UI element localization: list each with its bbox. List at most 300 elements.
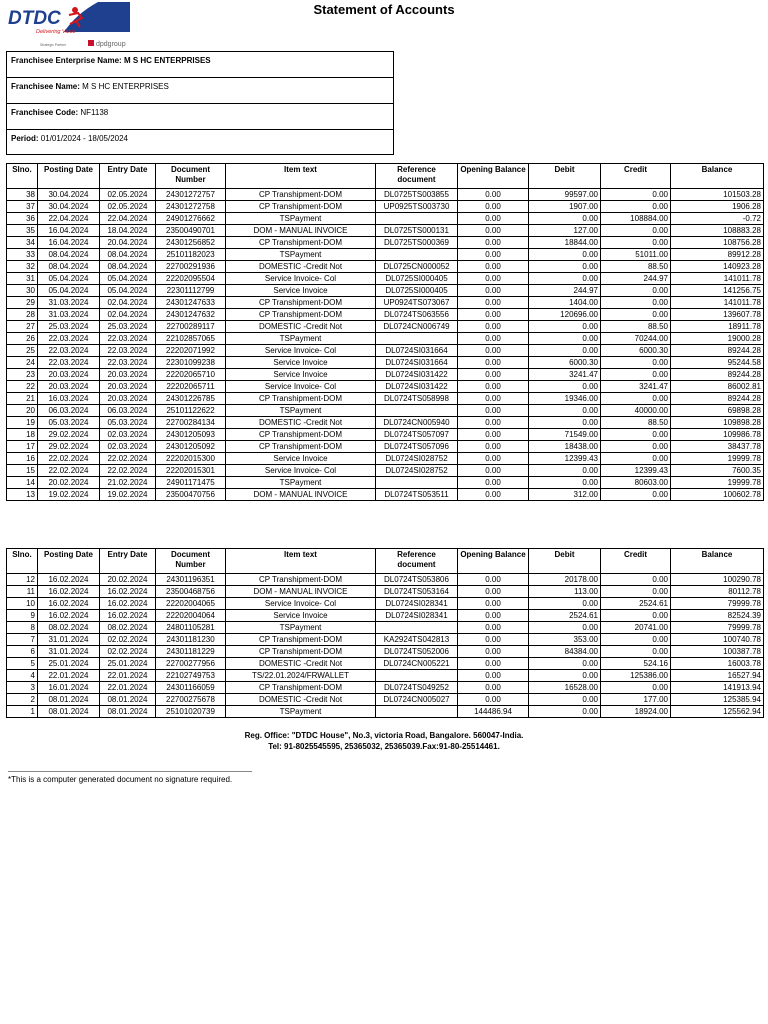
header-credit: Credit	[601, 164, 671, 189]
table-row	[7, 309, 764, 321]
footnote: *This is a computer generated document no signature required.	[8, 775, 233, 784]
cell-opening-balance: 0.00	[458, 453, 529, 465]
cell-opening-balance: 0.00	[458, 261, 529, 273]
cell-balance: 80112.78	[671, 586, 764, 598]
header-entry-date: Entry Date	[100, 549, 156, 574]
cell-credit: 0.00	[601, 297, 671, 309]
cell-opening-balance: 0.00	[458, 646, 529, 658]
cell-balance: 7600.35	[671, 465, 764, 477]
header-slno: Slno.	[7, 164, 38, 189]
table-row	[7, 694, 764, 706]
franchisee-info-box	[6, 51, 394, 155]
cell-posting-date: 08.02.2024	[38, 622, 100, 634]
cell-opening-balance: 0.00	[458, 297, 529, 309]
cell-document-number: 22301099238	[156, 357, 226, 369]
header-balance: Balance	[671, 549, 764, 574]
cell-balance: 86002.81	[671, 381, 764, 393]
cell-slno: 4	[7, 670, 38, 682]
cell-slno: 24	[7, 357, 38, 369]
cell-slno: 16	[7, 453, 38, 465]
cell-debit: 353.00	[529, 634, 601, 646]
cell-reference-document: DL0724TS053511	[376, 489, 458, 501]
cell-slno: 28	[7, 309, 38, 321]
cell-entry-date: 05.03.2024	[100, 417, 156, 429]
cell-item-text: CP Transhipment-DOM	[226, 441, 376, 453]
franchisee-code-row	[7, 104, 393, 130]
cell-opening-balance: 0.00	[458, 201, 529, 213]
cell-document-number: 22301112799	[156, 285, 226, 297]
cell-opening-balance: 0.00	[458, 309, 529, 321]
cell-slno: 17	[7, 441, 38, 453]
cell-credit: 0.00	[601, 357, 671, 369]
cell-balance: 101503.28	[671, 189, 764, 201]
cell-entry-date: 22.02.2024	[100, 465, 156, 477]
cell-debit: 0.00	[529, 670, 601, 682]
cell-balance: 141011.78	[671, 297, 764, 309]
cell-entry-date: 02.03.2024	[100, 441, 156, 453]
cell-opening-balance: 0.00	[458, 345, 529, 357]
reg-office-text: Reg. Office: "DTDC House", No.3, victoria Road, Bangalore. 560047-India.	[244, 731, 524, 740]
table-row	[7, 357, 764, 369]
cell-posting-date: 08.01.2024	[38, 694, 100, 706]
cell-balance: -0.72	[671, 213, 764, 225]
cell-slno: 27	[7, 321, 38, 333]
cell-balance: 125385.94	[671, 694, 764, 706]
cell-posting-date: 20.02.2024	[38, 477, 100, 489]
cell-credit: 20741.00	[601, 622, 671, 634]
table-row	[7, 610, 764, 622]
cell-entry-date: 02.05.2024	[100, 189, 156, 201]
cell-entry-date: 02.04.2024	[100, 309, 156, 321]
cell-slno: 33	[7, 249, 38, 261]
cell-document-number: 24301256852	[156, 237, 226, 249]
cell-reference-document	[376, 249, 458, 261]
cell-debit: 0.00	[529, 477, 601, 489]
table-row	[7, 429, 764, 441]
cell-document-number: 22202095504	[156, 273, 226, 285]
cell-reference-document: DL0725CN000052	[376, 261, 458, 273]
cell-balance: 89244.28	[671, 345, 764, 357]
cell-debit: 244.97	[529, 285, 601, 297]
cell-document-number: 24301196351	[156, 574, 226, 586]
cell-item-text: DOMESTIC -Credit Not	[226, 658, 376, 670]
cell-document-number: 22700291936	[156, 261, 226, 273]
cell-entry-date: 25.01.2024	[100, 658, 156, 670]
cell-slno: 34	[7, 237, 38, 249]
table-body	[7, 574, 764, 718]
cell-debit: 127.00	[529, 225, 601, 237]
cell-slno: 13	[7, 489, 38, 501]
cell-entry-date: 06.03.2024	[100, 405, 156, 417]
cell-item-text: CP Transhipment-DOM	[226, 297, 376, 309]
cell-posting-date: 22.04.2024	[38, 213, 100, 225]
cell-reference-document: DL0724TS053164	[376, 586, 458, 598]
cell-slno: 6	[7, 646, 38, 658]
cell-entry-date: 22.04.2024	[100, 213, 156, 225]
cell-item-text: Service Invoice	[226, 610, 376, 622]
cell-posting-date: 05.04.2024	[38, 285, 100, 297]
cell-slno: 35	[7, 225, 38, 237]
cell-debit: 16528.00	[529, 682, 601, 694]
cell-debit: 84384.00	[529, 646, 601, 658]
table-row	[7, 189, 764, 201]
table-row	[7, 441, 764, 453]
contact-text: Tel: 91-8025545595, 25365032, 25365039.Fax:91-80-25514461.	[268, 742, 500, 751]
cell-balance: 141256.75	[671, 285, 764, 297]
header-opening-balance: Opening Balance	[458, 164, 529, 189]
cell-credit: 0.00	[601, 646, 671, 658]
cell-opening-balance: 0.00	[458, 634, 529, 646]
cell-reference-document: DL0724SI031422	[376, 369, 458, 381]
cell-slno: 37	[7, 201, 38, 213]
logo-brand: DTDC	[8, 8, 61, 29]
cell-credit: 40000.00	[601, 405, 671, 417]
cell-posting-date: 20.03.2024	[38, 381, 100, 393]
cell-slno: 8	[7, 622, 38, 634]
cell-debit: 0.00	[529, 345, 601, 357]
cell-item-text: Service Invoice- Col	[226, 273, 376, 285]
header-reference-document: Reference document	[376, 164, 458, 189]
cell-slno: 29	[7, 297, 38, 309]
cell-debit: 0.00	[529, 465, 601, 477]
statement-table-2	[6, 548, 764, 718]
cell-entry-date: 08.02.2024	[100, 622, 156, 634]
header-debit: Debit	[529, 164, 601, 189]
cell-debit: 0.00	[529, 694, 601, 706]
cell-document-number: 22202004064	[156, 610, 226, 622]
cell-posting-date: 29.02.2024	[38, 429, 100, 441]
period-label: Period:	[11, 134, 39, 143]
cell-reference-document	[376, 670, 458, 682]
table-row	[7, 237, 764, 249]
cell-item-text: CP Transhipment-DOM	[226, 237, 376, 249]
cell-credit: 524.16	[601, 658, 671, 670]
cell-reference-document: DL0724SI028341	[376, 610, 458, 622]
cell-slno: 10	[7, 598, 38, 610]
cell-posting-date: 16.02.2024	[38, 574, 100, 586]
cell-reference-document	[376, 405, 458, 417]
header-balance: Balance	[671, 164, 764, 189]
cell-item-text: CP Transhipment-DOM	[226, 646, 376, 658]
cell-debit: 0.00	[529, 381, 601, 393]
cell-balance: 19999.78	[671, 453, 764, 465]
cell-opening-balance: 0.00	[458, 393, 529, 405]
dpd-cube-icon	[88, 40, 94, 46]
table-row	[7, 598, 764, 610]
cell-credit: 3241.47	[601, 381, 671, 393]
cell-item-text: DOMESTIC -Credit Not	[226, 417, 376, 429]
table-row	[7, 682, 764, 694]
cell-credit: 88.50	[601, 321, 671, 333]
cell-balance: 89244.28	[671, 393, 764, 405]
cell-balance: 140923.28	[671, 261, 764, 273]
cell-debit: 0.00	[529, 249, 601, 261]
cell-item-text: TSPayment	[226, 249, 376, 261]
cell-debit: 0.00	[529, 321, 601, 333]
cell-credit: 125386.00	[601, 670, 671, 682]
cell-posting-date: 08.04.2024	[38, 261, 100, 273]
cell-reference-document: DL0724CN005940	[376, 417, 458, 429]
header-opening-balance: Opening Balance	[458, 549, 529, 574]
cell-entry-date: 02.03.2024	[100, 429, 156, 441]
table-row	[7, 393, 764, 405]
cell-posting-date: 31.01.2024	[38, 646, 100, 658]
cell-slno: 36	[7, 213, 38, 225]
cell-item-text: TS/22.01.2024/FRWALLET	[226, 670, 376, 682]
cell-entry-date: 08.04.2024	[100, 261, 156, 273]
cell-debit: 1404.00	[529, 297, 601, 309]
cell-balance: 79999.78	[671, 598, 764, 610]
cell-balance: 100387.78	[671, 646, 764, 658]
cell-slno: 31	[7, 273, 38, 285]
franchisee-name-label: Franchisee Name:	[11, 82, 80, 91]
cell-posting-date: 05.04.2024	[38, 273, 100, 285]
cell-reference-document: DL0724SI028752	[376, 453, 458, 465]
cell-credit: 88.50	[601, 261, 671, 273]
cell-reference-document: KA2924TS042813	[376, 634, 458, 646]
cell-entry-date: 16.02.2024	[100, 610, 156, 622]
cell-entry-date: 08.01.2024	[100, 694, 156, 706]
cell-slno: 20	[7, 405, 38, 417]
cell-entry-date: 20.02.2024	[100, 574, 156, 586]
cell-entry-date: 21.02.2024	[100, 477, 156, 489]
cell-posting-date: 16.02.2024	[38, 610, 100, 622]
table-row	[7, 213, 764, 225]
enterprise-name-value: M S HC ENTERPRISES	[123, 56, 211, 65]
cell-document-number: 24301205093	[156, 429, 226, 441]
table-row	[7, 201, 764, 213]
cell-posting-date: 25.03.2024	[38, 321, 100, 333]
cell-credit: 6000.30	[601, 345, 671, 357]
cell-debit: 0.00	[529, 658, 601, 670]
cell-posting-date: 31.03.2024	[38, 297, 100, 309]
cell-credit: 12399.43	[601, 465, 671, 477]
cell-opening-balance: 144486.94	[458, 706, 529, 718]
cell-opening-balance: 0.00	[458, 477, 529, 489]
cell-posting-date: 25.01.2024	[38, 658, 100, 670]
cell-debit: 0.00	[529, 598, 601, 610]
franchisee-code-value: NF1138	[80, 108, 109, 117]
cell-document-number: 22202004065	[156, 598, 226, 610]
cell-credit: 88.50	[601, 417, 671, 429]
cell-debit: 120696.00	[529, 309, 601, 321]
cell-debit: 19346.00	[529, 393, 601, 405]
franchisee-name-row	[7, 78, 393, 104]
cell-entry-date: 22.01.2024	[100, 682, 156, 694]
cell-slno: 5	[7, 658, 38, 670]
cell-opening-balance: 0.00	[458, 598, 529, 610]
cell-credit: 18924.00	[601, 706, 671, 718]
cell-balance: 18911.78	[671, 321, 764, 333]
cell-document-number: 25101182023	[156, 249, 226, 261]
cell-debit: 71549.00	[529, 429, 601, 441]
cell-entry-date: 22.03.2024	[100, 345, 156, 357]
cell-reference-document	[376, 213, 458, 225]
cell-slno: 1	[7, 706, 38, 718]
cell-item-text: DOM - MANUAL INVOICE	[226, 489, 376, 501]
logo-tagline: Delivering Value	[36, 29, 76, 35]
cell-balance: 125562.94	[671, 706, 764, 718]
cell-entry-date: 20.03.2024	[100, 393, 156, 405]
cell-balance: 109898.28	[671, 417, 764, 429]
cell-debit: 6000.30	[529, 357, 601, 369]
cell-posting-date: 08.01.2024	[38, 706, 100, 718]
cell-entry-date: 22.03.2024	[100, 357, 156, 369]
cell-posting-date: 16.03.2024	[38, 393, 100, 405]
table-header-row	[7, 549, 764, 574]
cell-entry-date: 08.01.2024	[100, 706, 156, 718]
cell-balance: 100290.78	[671, 574, 764, 586]
table-row	[7, 706, 764, 718]
cell-opening-balance: 0.00	[458, 429, 529, 441]
cell-reference-document: DL0724TS057097	[376, 429, 458, 441]
cell-credit: 0.00	[601, 574, 671, 586]
cell-posting-date: 22.03.2024	[38, 333, 100, 345]
cell-item-text: DOMESTIC -Credit Not	[226, 694, 376, 706]
cell-entry-date: 02.05.2024	[100, 201, 156, 213]
cell-debit: 3241.47	[529, 369, 601, 381]
cell-posting-date: 19.02.2024	[38, 489, 100, 501]
cell-reference-document: DL0724SI031422	[376, 381, 458, 393]
cell-opening-balance: 0.00	[458, 405, 529, 417]
period-row	[7, 130, 393, 156]
table-row	[7, 261, 764, 273]
cell-reference-document: DL0724SI028752	[376, 465, 458, 477]
cell-document-number: 24301247633	[156, 297, 226, 309]
cell-balance: 89912.28	[671, 249, 764, 261]
header-item-text: Item text	[226, 164, 376, 189]
cell-balance: 19999.78	[671, 477, 764, 489]
cell-item-text: TSPayment	[226, 622, 376, 634]
cell-posting-date: 05.03.2024	[38, 417, 100, 429]
cell-posting-date: 29.02.2024	[38, 441, 100, 453]
cell-item-text: Service Invoice- Col	[226, 598, 376, 610]
table-header-row	[7, 164, 764, 189]
cell-document-number: 24301181230	[156, 634, 226, 646]
cell-opening-balance: 0.00	[458, 586, 529, 598]
cell-posting-date: 20.03.2024	[38, 369, 100, 381]
cell-debit: 0.00	[529, 622, 601, 634]
cell-reference-document: DL0724SI031664	[376, 345, 458, 357]
cell-reference-document: DL0725TS003855	[376, 189, 458, 201]
header-debit: Debit	[529, 549, 601, 574]
cell-item-text: DOMESTIC -Credit Not	[226, 321, 376, 333]
cell-opening-balance: 0.00	[458, 658, 529, 670]
table-row	[7, 273, 764, 285]
cell-entry-date: 05.04.2024	[100, 285, 156, 297]
cell-opening-balance: 0.00	[458, 249, 529, 261]
cell-reference-document: DL0725SI000405	[376, 273, 458, 285]
cell-reference-document: DL0724SI031664	[376, 357, 458, 369]
cell-document-number: 25101020739	[156, 706, 226, 718]
cell-posting-date: 16.02.2024	[38, 598, 100, 610]
cell-credit: 0.00	[601, 225, 671, 237]
cell-document-number: 23500468756	[156, 586, 226, 598]
cell-reference-document	[376, 622, 458, 634]
cell-item-text: Service Invoice	[226, 285, 376, 297]
table-row	[7, 381, 764, 393]
cell-posting-date: 22.03.2024	[38, 345, 100, 357]
cell-slno: 14	[7, 477, 38, 489]
cell-balance: 141913.94	[671, 682, 764, 694]
cell-reference-document	[376, 333, 458, 345]
franchisee-code-label: Franchisee Code:	[11, 108, 79, 117]
cell-credit: 2524.61	[601, 598, 671, 610]
cell-credit: 244.97	[601, 273, 671, 285]
cell-posting-date: 22.03.2024	[38, 357, 100, 369]
cell-credit: 80603.00	[601, 477, 671, 489]
cell-debit: 0.00	[529, 417, 601, 429]
cell-credit: 51011.00	[601, 249, 671, 261]
table-row	[7, 369, 764, 381]
cell-balance: 89244.28	[671, 369, 764, 381]
cell-document-number: 22700284134	[156, 417, 226, 429]
cell-item-text: CP Transhipment-DOM	[226, 189, 376, 201]
cell-document-number: 24901171475	[156, 477, 226, 489]
cell-reference-document	[376, 706, 458, 718]
cell-opening-balance: 0.00	[458, 321, 529, 333]
cell-balance: 19000.28	[671, 333, 764, 345]
cell-credit: 0.00	[601, 429, 671, 441]
header-posting-date: Posting Date	[38, 164, 100, 189]
cell-balance: 16527.94	[671, 670, 764, 682]
cell-credit: 0.00	[601, 441, 671, 453]
cell-slno: 15	[7, 465, 38, 477]
cell-entry-date: 19.02.2024	[100, 489, 156, 501]
table-row	[7, 453, 764, 465]
cell-document-number: 22202071992	[156, 345, 226, 357]
cell-slno: 9	[7, 610, 38, 622]
cell-opening-balance: 0.00	[458, 189, 529, 201]
cell-balance: 108883.28	[671, 225, 764, 237]
enterprise-name-label: Franchisee Enterprise Name:	[11, 56, 122, 65]
cell-entry-date: 22.02.2024	[100, 453, 156, 465]
cell-balance: 95244.58	[671, 357, 764, 369]
cell-slno: 12	[7, 574, 38, 586]
cell-document-number: 24301272757	[156, 189, 226, 201]
cell-debit: 113.00	[529, 586, 601, 598]
cell-posting-date: 16.02.2024	[38, 586, 100, 598]
cell-item-text: DOMESTIC -Credit Not	[226, 261, 376, 273]
footnote-divider	[8, 771, 252, 772]
cell-posting-date: 16.01.2024	[38, 682, 100, 694]
cell-document-number: 22202015301	[156, 465, 226, 477]
table-row	[7, 345, 764, 357]
table-row	[7, 574, 764, 586]
cell-balance: 16003.78	[671, 658, 764, 670]
cell-reference-document: UP0925TS003730	[376, 201, 458, 213]
cell-opening-balance: 0.00	[458, 670, 529, 682]
cell-item-text: Service Invoice	[226, 369, 376, 381]
cell-item-text: CP Transhipment-DOM	[226, 393, 376, 405]
cell-posting-date: 30.04.2024	[38, 189, 100, 201]
cell-credit: 0.00	[601, 453, 671, 465]
cell-balance: 82524.39	[671, 610, 764, 622]
cell-entry-date: 08.04.2024	[100, 249, 156, 261]
cell-entry-date: 16.02.2024	[100, 598, 156, 610]
table-row	[7, 333, 764, 345]
cell-opening-balance: 0.00	[458, 622, 529, 634]
cell-debit: 20178.00	[529, 574, 601, 586]
cell-debit: 312.00	[529, 489, 601, 501]
cell-debit: 18844.00	[529, 237, 601, 249]
cell-debit: 0.00	[529, 405, 601, 417]
header-posting-date: Posting Date	[38, 549, 100, 574]
cell-credit: 108884.00	[601, 213, 671, 225]
cell-slno: 22	[7, 381, 38, 393]
cell-item-text: Service Invoice- Col	[226, 465, 376, 477]
cell-entry-date: 20.03.2024	[100, 369, 156, 381]
